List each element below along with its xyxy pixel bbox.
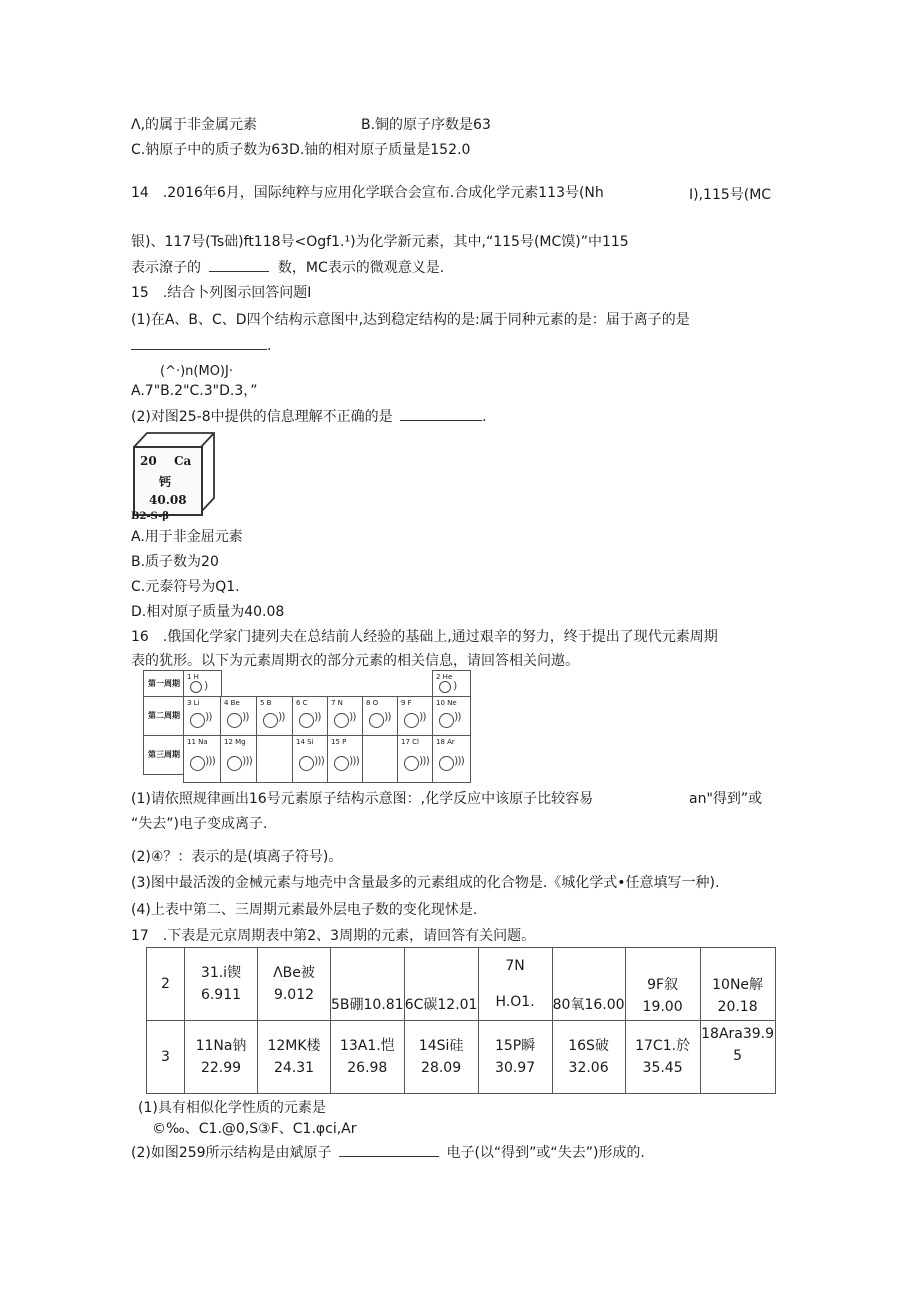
electron-shell-icon: ) bbox=[453, 679, 457, 692]
atom-nucleus-icon bbox=[439, 681, 451, 693]
element-name: 5B硼10.81 bbox=[331, 997, 404, 1013]
q14-line3 bbox=[131, 259, 444, 277]
table-cell bbox=[404, 1021, 478, 1094]
atomic-mass: H.O1. bbox=[495, 994, 535, 1010]
q15-part2 bbox=[131, 408, 487, 426]
q16-answer3: (3)图中最活泼的金械元素与地壳中含量最多的元素组成的化合物是.《城化学式•任意填写一种). bbox=[131, 875, 720, 891]
element-name: 6C碳12.01 bbox=[404, 997, 478, 1013]
element-cell bbox=[362, 696, 399, 736]
atomic-mass: 35.45 bbox=[642, 1060, 683, 1076]
q16-line2: 表的犹形。以下为元素周期衣的部分元素的相关信息，请回答相关问遨。 bbox=[131, 653, 579, 669]
table-cell bbox=[258, 948, 331, 1021]
atomic-mass: 20.18 bbox=[717, 999, 758, 1015]
q17-answer1: (1)具有相似化学性质的元素是 bbox=[138, 1100, 326, 1116]
q16-answer1-cont: “失去”)电子变成离子. bbox=[131, 816, 268, 832]
element-name: 10Ne解 bbox=[712, 977, 764, 993]
electron-shell-icon: ))) bbox=[419, 754, 429, 767]
atom-nucleus-icon bbox=[227, 713, 242, 728]
element-label: 10 Ne bbox=[436, 699, 457, 707]
element-label: 3 Li bbox=[187, 699, 200, 707]
table-cell bbox=[552, 1021, 625, 1094]
q16-answer1-right: an"得到”或 bbox=[689, 791, 763, 807]
q15-figure-label: (^·)n(MO)J· bbox=[160, 364, 233, 379]
element-cell bbox=[220, 696, 258, 736]
element-name: 18Ara39.9 bbox=[701, 1026, 775, 1042]
table-cell bbox=[625, 1021, 700, 1094]
periodic-table-figure bbox=[143, 670, 473, 786]
table-row bbox=[147, 948, 776, 1021]
element-label: 6 C bbox=[296, 699, 308, 707]
element-name: 钙 bbox=[159, 475, 172, 489]
q15-figure-options: A.7"B.2"C.3"D.3，” bbox=[131, 383, 258, 399]
answer-blank[interactable] bbox=[339, 1156, 439, 1157]
q14-line1-right: I),115号(MC bbox=[689, 187, 772, 203]
answer-blank[interactable] bbox=[131, 349, 267, 350]
q14-line3-a: 表示潦子的 bbox=[131, 260, 201, 276]
atom-nucleus-icon bbox=[439, 756, 454, 771]
element-name: 16S破 bbox=[568, 1038, 609, 1054]
q15-option-d: D.相对原子质量为40.08 bbox=[131, 604, 285, 620]
element-name: 12MK楼 bbox=[267, 1038, 321, 1054]
atomic-mass: 40.08 bbox=[149, 493, 187, 507]
atom-nucleus-icon bbox=[334, 756, 349, 771]
element-cell bbox=[397, 696, 434, 736]
element-cell bbox=[432, 696, 471, 736]
electron-shell-icon: )) bbox=[278, 710, 285, 723]
table-cell bbox=[404, 948, 478, 1021]
atom-nucleus-icon bbox=[299, 713, 314, 728]
element-label: 9 F bbox=[401, 699, 412, 707]
table-row bbox=[147, 1021, 776, 1094]
atom-nucleus-icon bbox=[404, 713, 419, 728]
q13-option-a: Λ,的属于非金属元素 bbox=[131, 117, 258, 133]
electron-shell-icon: ))) bbox=[349, 754, 359, 767]
element-label: 1 H bbox=[187, 673, 199, 681]
element-label: 17 Cl bbox=[401, 738, 419, 746]
electron-shell-icon: )) bbox=[314, 710, 321, 723]
calcium-element-box bbox=[133, 432, 215, 512]
element-name: 13A1.恺 bbox=[339, 1038, 395, 1054]
electron-shell-icon: )) bbox=[454, 710, 461, 723]
electron-shell-icon: )) bbox=[205, 710, 212, 723]
atom-nucleus-icon bbox=[190, 681, 202, 693]
electron-shell-icon: ))) bbox=[205, 754, 215, 767]
atomic-mass: 24.31 bbox=[273, 1060, 315, 1076]
element-name: 17C1.於 bbox=[635, 1038, 691, 1054]
element-cell bbox=[397, 735, 434, 783]
q14-line3-b: 数，MC表示的微观意义是. bbox=[277, 260, 445, 276]
element-label: 15 P bbox=[331, 738, 347, 746]
q16-answer2: (2)④？：表示的是(填离子符号)。 bbox=[131, 849, 343, 865]
atom-nucleus-icon bbox=[227, 756, 242, 771]
q14-line2: 银)、117号(Ts础)ft118号<Ogf1.¹)为化学新元素，其中,“115号(MC馍)”中115 bbox=[131, 234, 629, 250]
table-cell bbox=[185, 1021, 258, 1094]
element-label: 5 B bbox=[260, 699, 272, 707]
element-name: 11Na钠 bbox=[195, 1038, 247, 1054]
element-label: 8 O bbox=[366, 699, 379, 707]
q15-option-b: B.质子数为20 bbox=[131, 554, 219, 570]
atomic-number: 20 bbox=[140, 454, 157, 468]
electron-shell-icon: ))) bbox=[314, 754, 324, 767]
period-label: 第三周期 bbox=[143, 735, 185, 775]
table-cell bbox=[185, 948, 258, 1021]
atomic-mass: 30.97 bbox=[495, 1060, 536, 1076]
atom-nucleus-icon bbox=[439, 713, 454, 728]
q13-option-b: B.铜的原子序数是63 bbox=[361, 117, 491, 133]
atomic-mass: 22.99 bbox=[200, 1060, 242, 1076]
element-name: ΛBe被 bbox=[273, 965, 315, 981]
electron-shell-icon: )) bbox=[419, 710, 426, 723]
element-label: 14 Si bbox=[296, 738, 314, 746]
atomic-mass: 26.98 bbox=[347, 1060, 388, 1076]
element-cell bbox=[256, 696, 294, 736]
q15-heading: 15 .结合卜列图示回答问题I bbox=[131, 285, 312, 301]
empty-element-cell bbox=[256, 735, 294, 783]
atom-nucleus-icon bbox=[263, 713, 278, 728]
electron-shell-icon: ))) bbox=[454, 754, 464, 767]
period-mark: . bbox=[267, 338, 272, 354]
period-label: 第一周期 bbox=[143, 670, 185, 698]
electron-shell-icon: ))) bbox=[242, 754, 252, 767]
table-cell bbox=[700, 1021, 775, 1094]
electron-shell-icon: ) bbox=[204, 679, 208, 692]
element-name: 31.i锲 bbox=[200, 965, 242, 981]
table-cell bbox=[331, 948, 405, 1021]
atomic-mass: 28.09 bbox=[421, 1060, 462, 1076]
element-symbol: Ca bbox=[174, 454, 192, 468]
element-cell bbox=[183, 696, 222, 736]
electron-shell-icon: )) bbox=[384, 710, 391, 723]
atom-nucleus-icon bbox=[334, 713, 349, 728]
element-name: 7N bbox=[505, 958, 525, 974]
element-label: 12 Mg bbox=[224, 738, 246, 746]
q15-part2-text: (2)对图25-8中提供的信息理解不正确的是 bbox=[131, 409, 393, 425]
atom-nucleus-icon bbox=[404, 756, 419, 771]
element-label: 7 N bbox=[331, 699, 343, 707]
q16-line1: 16 .俄国化学家门捷列夫在总结前人经验的基础上,通过艰辛的努力，终于提出了现代元素周期 bbox=[131, 629, 718, 645]
answer-blank[interactable] bbox=[209, 271, 269, 272]
empty-element-cell bbox=[362, 735, 399, 783]
element-label: 2 He bbox=[436, 673, 453, 681]
element-cell bbox=[183, 735, 222, 783]
element-name: 9F叙 bbox=[647, 977, 679, 993]
element-cell bbox=[292, 735, 329, 783]
atomic-mass: 6.911 bbox=[200, 987, 242, 1003]
element-data-table bbox=[146, 947, 776, 1094]
table-cell bbox=[625, 948, 700, 1021]
element-cell bbox=[292, 696, 329, 736]
atomic-mass: 32.06 bbox=[568, 1060, 609, 1076]
q16-answer4: (4)上表中第二、三周期元素最外层电子数的变化现怵是. bbox=[131, 902, 478, 918]
atomic-mass: 19.00 bbox=[642, 999, 683, 1015]
q17-heading: 17 .下表是元京周期表中第2、3周期的元素，请回答有关问题。 bbox=[131, 928, 536, 944]
q16-answer1: (1)请依照规律画出16号元素原子结构示意图：,化学反应中该原子比较容易 bbox=[131, 791, 594, 807]
element-name: 15P瞬 bbox=[494, 1038, 536, 1054]
electron-shell-icon: )) bbox=[349, 710, 356, 723]
element-cell bbox=[220, 735, 258, 783]
element-name: 14Si硅 bbox=[418, 1038, 464, 1054]
q13-option-cd: C.钠原子中的质子数为63D.铀的相对原子质量是152.0 bbox=[131, 142, 471, 158]
atom-nucleus-icon bbox=[369, 713, 384, 728]
element-cell bbox=[432, 735, 471, 783]
element-label: 18 Ar bbox=[436, 738, 455, 746]
element-cell bbox=[183, 670, 222, 698]
element-label: 4 Be bbox=[224, 699, 240, 707]
element-cell bbox=[327, 696, 364, 736]
table-cell bbox=[700, 948, 775, 1021]
q17-answer2 bbox=[131, 1144, 645, 1162]
table-cell bbox=[258, 1021, 331, 1094]
element-cell bbox=[432, 670, 471, 698]
figure-caption: B2-S-β bbox=[131, 511, 169, 522]
table-cell bbox=[552, 948, 625, 1021]
q15-part1-blank-line bbox=[131, 337, 271, 355]
q17-answer2-end: 电子(以“得到”或“失去”)形成的. bbox=[446, 1145, 645, 1161]
period-cell: 2 bbox=[147, 948, 185, 1021]
q14-line1: 14 .2016年6月，国际纯粹与应用化学联合会宣布.合成化学元素113号(Nh bbox=[131, 185, 604, 201]
element-name: 80氧16.00 bbox=[552, 997, 625, 1013]
period-mark: . bbox=[482, 409, 487, 425]
q15-part1: (1)在A、B、C、D四个结构示意图中,达到稳定结构的是:属于同种元素的是：届于离子的是 bbox=[131, 312, 690, 328]
electron-shell-icon: )) bbox=[242, 710, 249, 723]
answer-blank[interactable] bbox=[400, 420, 482, 421]
q15-option-a: A.用于非金屈元素 bbox=[131, 529, 243, 545]
q15-option-c: C.元泰符号为Q1. bbox=[131, 579, 240, 595]
period-label: 第二周期 bbox=[143, 696, 185, 736]
element-label: 11 Na bbox=[187, 738, 208, 746]
period-cell: 3 bbox=[147, 1021, 185, 1094]
atom-nucleus-icon bbox=[190, 713, 205, 728]
q17-answer2-text: (2)如图259所示结构是由斌原子 bbox=[131, 1145, 332, 1161]
atomic-mass: 9.012 bbox=[273, 987, 315, 1003]
element-cell bbox=[327, 735, 364, 783]
table-cell bbox=[331, 1021, 405, 1094]
atom-nucleus-icon bbox=[190, 756, 205, 771]
table-cell bbox=[478, 948, 552, 1021]
table-cell bbox=[478, 1021, 552, 1094]
atomic-mass: 5 bbox=[733, 1048, 743, 1064]
atom-nucleus-icon bbox=[299, 756, 314, 771]
element-card bbox=[133, 446, 203, 516]
q17-answer1-options: ©‰、C1.@0,S③F、C1.φci,Ar bbox=[152, 1121, 357, 1137]
